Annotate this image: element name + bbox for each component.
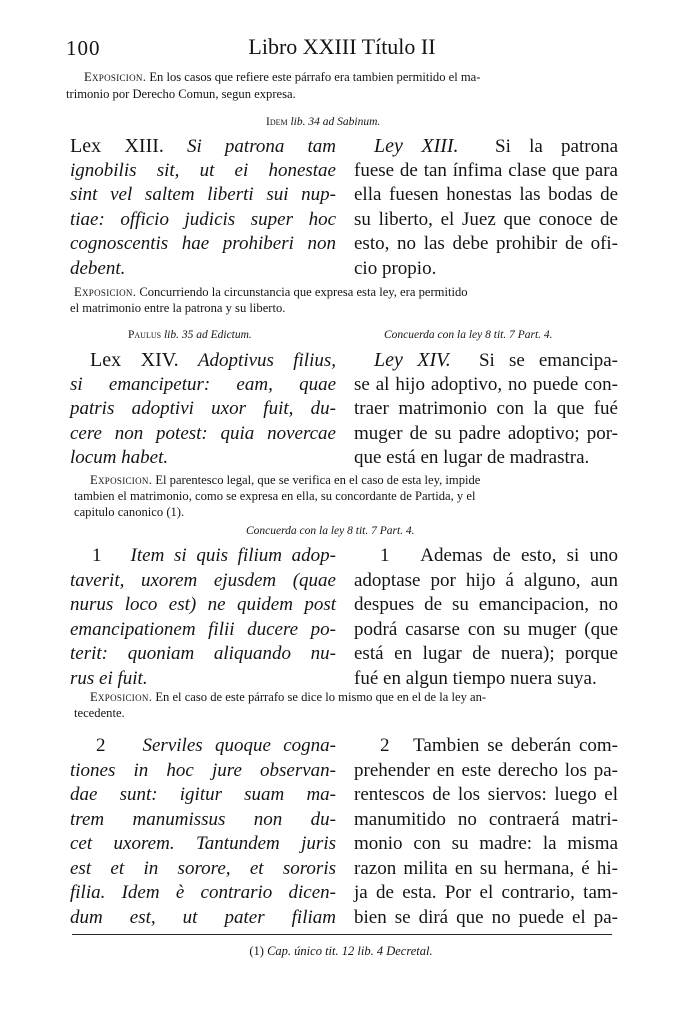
spanish-line (354, 348, 618, 373)
latin-line: debent. (70, 257, 126, 279)
spanish-line (354, 734, 618, 759)
spanish-text: Si la patrona (495, 136, 619, 157)
ley-heading: Ley XIV. (374, 349, 451, 371)
exposition-4 (90, 689, 618, 705)
exposition-3-line-3 (74, 504, 618, 520)
spanish-line (354, 134, 618, 159)
latin-line: emancipationem filii ducere po- (70, 618, 336, 640)
paragraph-number: 2 (380, 735, 390, 756)
latin-line (70, 734, 336, 759)
exposition-text-line: el matrimonio entre la patrona y su liberto. (70, 301, 286, 315)
exposition-text-line: En los casos que refiere este párrafo era tambien permitido el ma- (149, 70, 481, 84)
latin-line: dum est, ut pater filiam (70, 906, 336, 928)
footnote (0, 944, 682, 959)
page-number: 100 (66, 36, 101, 60)
footnote-rule (72, 934, 612, 935)
latin-text: Serviles quoque cogna- (142, 735, 337, 756)
spanish-text: Ademas de esto, si uno (420, 545, 618, 566)
exposition-1 (84, 69, 614, 85)
latin-line: cognoscentis hae prohiberi non (70, 233, 336, 254)
lex-heading: Lex XIII. (70, 135, 164, 157)
latin-line (70, 544, 336, 569)
lex-13-latin (70, 134, 336, 281)
exposition-3 (90, 472, 618, 488)
paragraph-2-spanish (354, 734, 618, 930)
spanish-line: podrá casarse con su muger (que (354, 618, 618, 640)
footnote-text: Cap. único tit. 12 lib. 4 Decretal. (267, 944, 433, 958)
latin-line: taverit, uxorem ejusdem (quae (70, 569, 336, 591)
ley-13-spanish (354, 134, 618, 281)
latin-line: est et in sorore, et sororis (70, 857, 336, 879)
exposition-label: Exposicion. (74, 285, 137, 299)
latin-text: Si patrona tam (187, 136, 336, 157)
latin-line: trem manumissus non du- (70, 808, 336, 830)
paragraph-1-latin (70, 544, 336, 691)
spanish-line: se al hijo adoptivo, no puede con- (354, 373, 618, 395)
spanish-line: esto, no las debe prohibir de ofi- (354, 233, 618, 254)
spanish-line: bien se dirá que no puede el pa- (354, 906, 618, 928)
latin-line: sint vel saltem liberti sui nup- (70, 184, 336, 205)
spanish-text: Si se emancipa- (478, 350, 618, 371)
spanish-line: adoptase por hijo á alguno, aun (354, 569, 618, 591)
latin-line: rus ei fuit. (70, 667, 148, 689)
spanish-line (354, 544, 618, 569)
exposition-text-line: Concurriendo la circunstancia que expresa esta ley, era permitido (139, 285, 468, 299)
latin-line: cere non potest: quia novercae (70, 422, 336, 444)
source-note-idem (266, 116, 380, 128)
exposition-1-line-2 (66, 86, 614, 102)
source-ref: lib. 34 ad Sabinum. (290, 116, 381, 128)
spanish-text: Tambien se deberán com- (413, 735, 619, 756)
exposition-text-line: trimonio por Derecho Comun, segun expresa. (66, 87, 296, 101)
running-title: Libro XXIII Título II (248, 34, 436, 59)
latin-line (70, 348, 336, 373)
source-note-paulus (128, 329, 252, 341)
spanish-line: prehender en este derecho los pa- (354, 759, 618, 781)
latin-line: si emancipetur: eam, quae (70, 373, 336, 395)
latin-text: Item si quis filium adop- (130, 545, 336, 566)
latin-line: patris adoptivi uxor fuit, du- (70, 398, 336, 419)
spanish-line: monio con su madre: la misma (354, 833, 618, 854)
spanish-line: despues de su emancipacion, no (354, 594, 618, 615)
spanish-line: manumitido no contraerá matri- (354, 808, 618, 830)
lex-heading: Lex XIV. (90, 349, 179, 371)
latin-line: ignobilis sit, ut ei honestae (70, 159, 336, 181)
source-author: Idem (266, 116, 288, 128)
paragraph-number: 2 (96, 735, 106, 756)
source-ref: lib. 35 ad Edictum. (163, 329, 252, 341)
paragraph-2-latin (70, 734, 336, 930)
paragraph-number: 1 (92, 545, 102, 566)
latin-text: Adoptivus filius, (197, 350, 336, 371)
spanish-line: traer matrimonio con la que fué (354, 398, 618, 419)
exposition-2 (74, 284, 618, 300)
spanish-line: muger de su padre adoptivo; por- (354, 422, 618, 444)
running-header (62, 34, 622, 64)
spanish-line: que está en lugar de madrastra. (354, 447, 590, 468)
spanish-line: cio propio. (354, 257, 437, 279)
latin-line: terit: quoniam aliquando nu- (70, 643, 336, 664)
spanish-line: fué en algun tiempo nuera suya. (354, 667, 597, 689)
spanish-line: ella fuesen honestas las bodas de (354, 184, 618, 205)
latin-line: filia. Idem è contrario dicen- (70, 882, 336, 903)
paragraph-number: 1 (380, 545, 390, 566)
exposition-2-line-2 (70, 300, 618, 316)
exposition-3-line-2 (74, 488, 618, 504)
spanish-line: razon milita en su hermana, é hi- (354, 857, 618, 879)
spanish-line: está en lugar de nuera); porque (354, 643, 618, 664)
latin-line: dae sunt: igitur suam ma- (70, 784, 336, 805)
concordance-text: Concuerda con la ley 8 tit. 7 Part. 4. (246, 525, 415, 537)
latin-line: tiae: officio judicis super hoc (70, 208, 336, 230)
exposition-label: Exposicion. (84, 70, 147, 84)
exposition-text-line: El parentesco legal, que se verifica en el caso de esta ley, impide (155, 473, 481, 487)
spanish-line: su liberto, el Juez que conoce de (354, 208, 618, 230)
exposition-text-line: En el caso de este párrafo se dice lo mismo que en el de la ley an- (155, 690, 487, 704)
spanish-line: ja de esta. Por el contrario, tam- (354, 882, 618, 903)
exposition-text-line: tambien el matrimonio, como se expresa en ella, su concordante de Partida, y el (74, 489, 476, 503)
exposition-label: Exposicion. (90, 473, 153, 487)
exposition-label: Exposicion. (90, 690, 153, 704)
exposition-text-line: capitulo canonico (1). (74, 505, 185, 519)
concordance-text: Concuerda con la ley 8 tit. 7 Part. 4. (384, 329, 553, 341)
lex-14-latin (70, 348, 336, 471)
spanish-line: fuese de tan ínfima clase que para (354, 159, 618, 181)
spanish-line: rentescos de los siervos: luego el (354, 784, 618, 805)
latin-line: cet uxorem. Tantundem juris (70, 833, 336, 854)
source-author: Paulus (128, 329, 162, 341)
latin-line: tiones in hoc jure observan- (70, 759, 336, 781)
ley-14-spanish (354, 348, 618, 471)
ley-heading: Ley XIII. (374, 135, 459, 157)
exposition-text-line: tecedente. (74, 706, 125, 720)
paragraph-1-spanish (354, 544, 618, 691)
concordance-note-2 (246, 525, 415, 537)
latin-line (70, 134, 336, 159)
exposition-4-line-2 (74, 705, 618, 721)
footnote-marker: (1) (249, 944, 264, 958)
latin-line: nurus loco est) ne quidem post (70, 594, 336, 615)
concordance-note-1 (384, 329, 553, 341)
latin-line: locum habet. (70, 447, 169, 468)
